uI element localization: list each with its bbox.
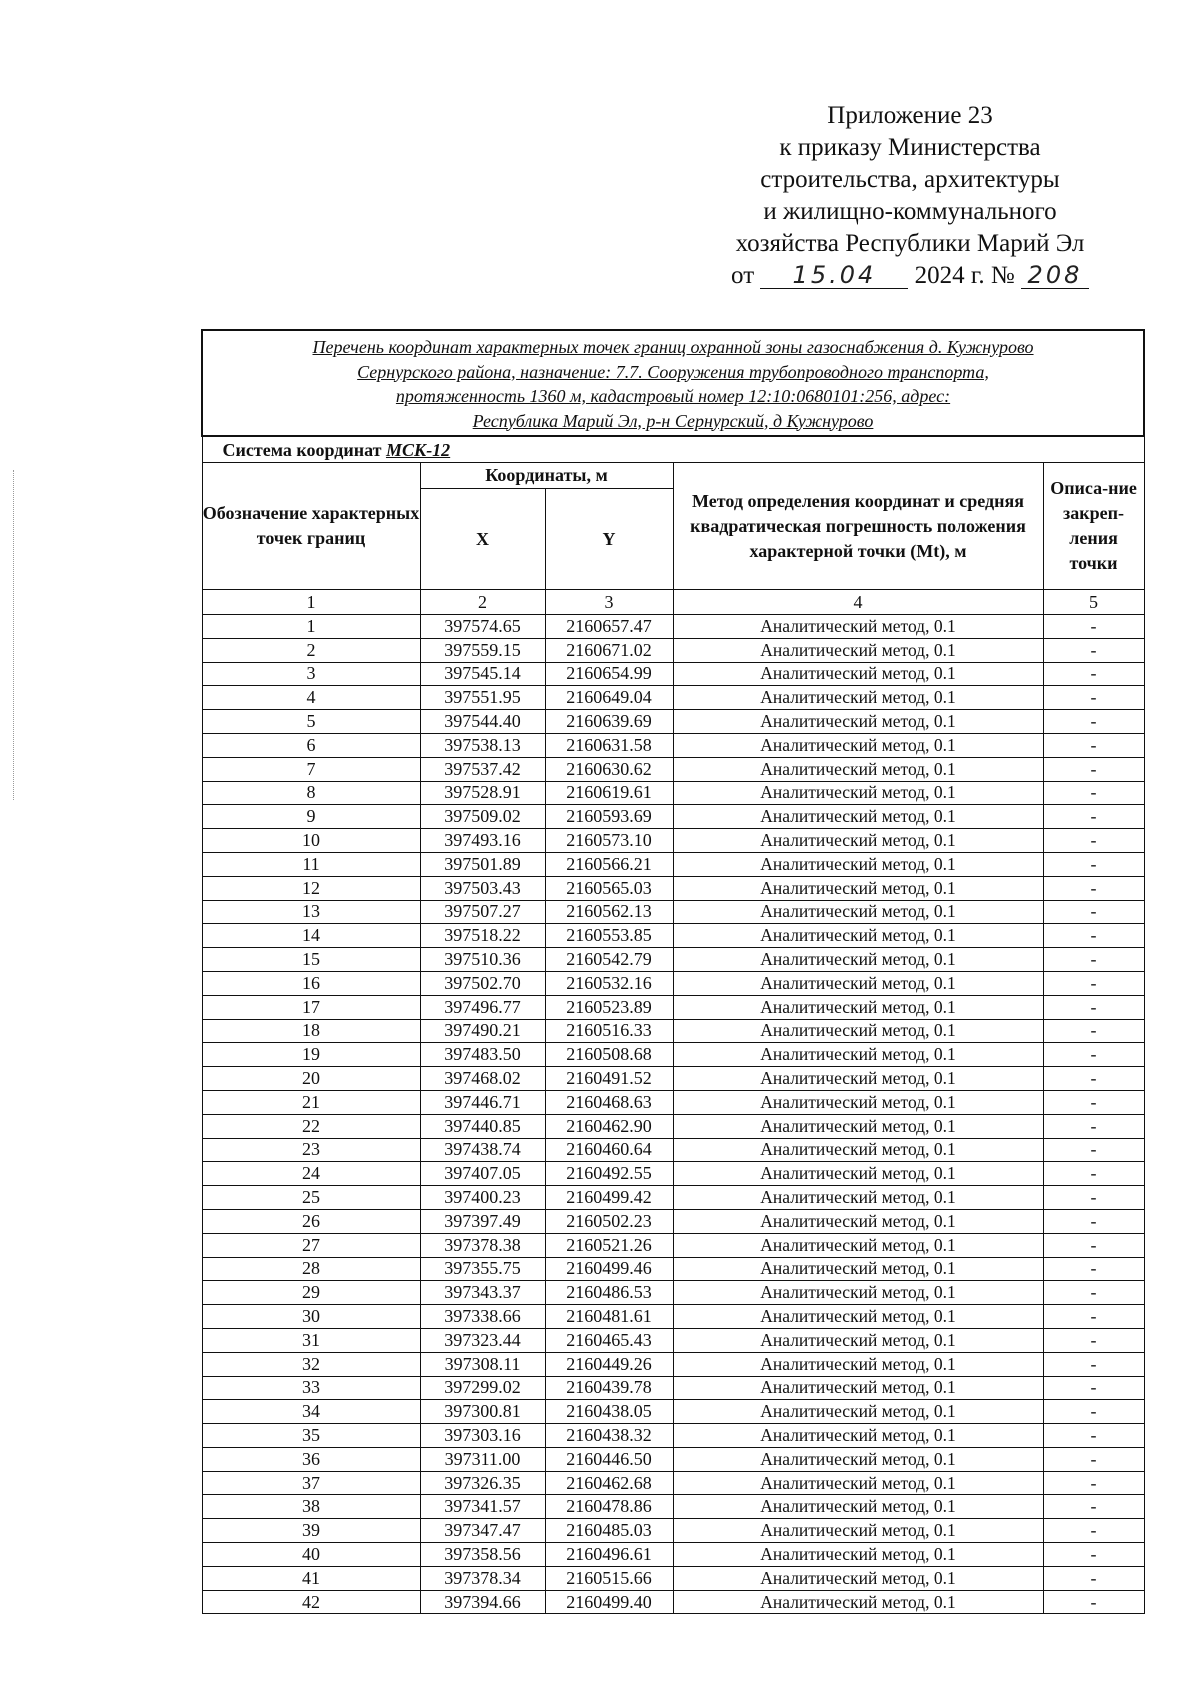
table-row [202, 1305, 1144, 1329]
cell-method: Аналитический метод, 0.1 [673, 876, 1043, 900]
handwritten-order-number: 208 [1021, 262, 1089, 289]
cell-coord-x: 397378.38 [420, 1233, 545, 1257]
column-number: 5 [1043, 590, 1144, 615]
cell-coord-y: 2160619.61 [545, 781, 673, 805]
table-row [202, 948, 1144, 972]
cell-point-description: - [1043, 781, 1144, 805]
cell-coord-y: 2160654.99 [545, 662, 673, 686]
cell-point-number: 8 [202, 781, 420, 805]
cell-coord-y: 2160649.04 [545, 686, 673, 710]
cell-method: Аналитический метод, 0.1 [673, 1305, 1043, 1329]
cell-point-number: 16 [202, 971, 420, 995]
coordinate-system-value: МСК-12 [385, 439, 451, 460]
table-row [202, 615, 1144, 639]
cell-coord-x: 397503.43 [420, 876, 545, 900]
cell-point-number: 24 [202, 1162, 420, 1186]
cell-coord-x: 397308.11 [420, 1352, 545, 1376]
cell-coord-y: 2160523.89 [545, 995, 673, 1019]
table-row [202, 971, 1144, 995]
table-row [202, 1471, 1144, 1495]
cell-coord-y: 2160508.68 [545, 1043, 673, 1067]
cell-point-description: - [1043, 1162, 1144, 1186]
cell-point-description: - [1043, 971, 1144, 995]
cell-coord-y: 2160499.42 [545, 1186, 673, 1210]
column-number: 1 [202, 590, 420, 615]
table-row [202, 1590, 1144, 1614]
header-line-1: Приложение 23 [827, 102, 993, 129]
cell-coord-x: 397438.74 [420, 1138, 545, 1162]
cell-coord-x: 397544.40 [420, 710, 545, 734]
cell-coord-y: 2160478.86 [545, 1495, 673, 1519]
coordinate-system-row [202, 436, 1144, 463]
cell-coord-y: 2160532.16 [545, 971, 673, 995]
cell-method: Аналитический метод, 0.1 [673, 1328, 1043, 1352]
cell-method: Аналитический метод, 0.1 [673, 852, 1043, 876]
cell-coord-x: 397507.27 [420, 900, 545, 924]
cell-coord-x: 397574.65 [420, 615, 545, 639]
cell-method: Аналитический метод, 0.1 [673, 710, 1043, 734]
cell-point-description: - [1043, 948, 1144, 972]
cell-point-description: - [1043, 829, 1144, 853]
cell-coord-x: 397358.56 [420, 1543, 545, 1567]
col-header-coordinates: Координаты, м [420, 463, 673, 489]
cell-method: Аналитический метод, 0.1 [673, 900, 1043, 924]
cell-coord-y: 2160630.62 [545, 757, 673, 781]
table-row [202, 876, 1144, 900]
cell-coord-y: 2160462.90 [545, 1114, 673, 1138]
cell-point-number: 33 [202, 1376, 420, 1400]
cell-point-number: 6 [202, 733, 420, 757]
cell-point-number: 28 [202, 1257, 420, 1281]
cell-point-number: 35 [202, 1424, 420, 1448]
cell-point-number: 18 [202, 1019, 420, 1043]
cell-point-number: 27 [202, 1233, 420, 1257]
cell-coord-x: 397338.66 [420, 1305, 545, 1329]
cell-coord-x: 397490.21 [420, 1019, 545, 1043]
table-row [202, 1162, 1144, 1186]
cell-coord-x: 397400.23 [420, 1186, 545, 1210]
cell-point-description: - [1043, 1471, 1144, 1495]
column-number: 2 [420, 590, 545, 615]
cell-coord-x: 397528.91 [420, 781, 545, 805]
cell-coord-y: 2160439.78 [545, 1376, 673, 1400]
column-numbers-row [202, 590, 1144, 615]
table-row [202, 686, 1144, 710]
cell-point-description: - [1043, 1114, 1144, 1138]
cell-point-description: - [1043, 1328, 1144, 1352]
cell-coord-y: 2160573.10 [545, 829, 673, 853]
cell-coord-y: 2160499.40 [545, 1590, 673, 1614]
cell-point-number: 32 [202, 1352, 420, 1376]
cell-coord-y: 2160516.33 [545, 1019, 673, 1043]
cell-coord-x: 397323.44 [420, 1328, 545, 1352]
cell-coord-x: 397347.47 [420, 1519, 545, 1543]
cell-point-number: 41 [202, 1566, 420, 1590]
cell-coord-y: 2160542.79 [545, 948, 673, 972]
cell-point-description: - [1043, 1019, 1144, 1043]
cell-point-number: 30 [202, 1305, 420, 1329]
cell-coord-y: 2160553.85 [545, 924, 673, 948]
table-row [202, 900, 1144, 924]
cell-coord-x: 397483.50 [420, 1043, 545, 1067]
cell-point-number: 34 [202, 1400, 420, 1424]
table-title-line-1: Перечень координат характерных точек границ охранной зоны газоснабжения д. Кужнурово [312, 337, 1034, 357]
cell-point-description: - [1043, 1376, 1144, 1400]
cell-point-number: 17 [202, 995, 420, 1019]
cell-coord-x: 397446.71 [420, 1090, 545, 1114]
cell-method: Аналитический метод, 0.1 [673, 1090, 1043, 1114]
cell-method: Аналитический метод, 0.1 [673, 1114, 1043, 1138]
header-date-line [700, 260, 1120, 292]
cell-coord-y: 2160438.05 [545, 1400, 673, 1424]
table-row [202, 1281, 1144, 1305]
header-line-3: строительства, архитектуры [760, 166, 1060, 193]
order-appendix-header [700, 100, 1120, 292]
table-row [202, 1352, 1144, 1376]
table-row [202, 1186, 1144, 1210]
cell-coord-x: 397394.66 [420, 1590, 545, 1614]
cell-coord-y: 2160491.52 [545, 1067, 673, 1091]
cell-coord-y: 2160631.58 [545, 733, 673, 757]
cell-point-description: - [1043, 686, 1144, 710]
cell-point-description: - [1043, 1067, 1144, 1091]
table-row [202, 1043, 1144, 1067]
table-row [202, 733, 1144, 757]
cell-coord-x: 397397.49 [420, 1209, 545, 1233]
table-row [202, 757, 1144, 781]
scan-margin-marks [13, 470, 16, 800]
year-and-number-label: 2024 г. № [914, 262, 1015, 289]
cell-point-number: 25 [202, 1186, 420, 1210]
cell-coord-y: 2160438.32 [545, 1424, 673, 1448]
column-number: 4 [673, 590, 1043, 615]
cell-method: Аналитический метод, 0.1 [673, 1495, 1043, 1519]
cell-point-description: - [1043, 615, 1144, 639]
table-row [202, 829, 1144, 853]
table-row [202, 1424, 1144, 1448]
cell-method: Аналитический метод, 0.1 [673, 638, 1043, 662]
cell-coord-y: 2160496.61 [545, 1543, 673, 1567]
cell-method: Аналитический метод, 0.1 [673, 757, 1043, 781]
cell-point-number: 23 [202, 1138, 420, 1162]
cell-method: Аналитический метод, 0.1 [673, 924, 1043, 948]
cell-coord-y: 2160657.47 [545, 615, 673, 639]
table-row [202, 662, 1144, 686]
cell-method: Аналитический метод, 0.1 [673, 615, 1043, 639]
cell-point-description: - [1043, 1043, 1144, 1067]
cell-coord-x: 397378.34 [420, 1566, 545, 1590]
table-row [202, 1114, 1144, 1138]
cell-method: Аналитический метод, 0.1 [673, 1519, 1043, 1543]
header-line-5: хозяйства Республики Марий Эл [735, 230, 1085, 257]
cell-point-number: 26 [202, 1209, 420, 1233]
cell-coord-y: 2160521.26 [545, 1233, 673, 1257]
cell-point-number: 10 [202, 829, 420, 853]
cell-method: Аналитический метод, 0.1 [673, 1376, 1043, 1400]
cell-method: Аналитический метод, 0.1 [673, 1447, 1043, 1471]
cell-point-description: - [1043, 876, 1144, 900]
column-number: 3 [545, 590, 673, 615]
cell-point-description: - [1043, 638, 1144, 662]
cell-method: Аналитический метод, 0.1 [673, 829, 1043, 853]
cell-coord-x: 397509.02 [420, 805, 545, 829]
cell-point-number: 12 [202, 876, 420, 900]
cell-method: Аналитический метод, 0.1 [673, 1471, 1043, 1495]
cell-coord-x: 397468.02 [420, 1067, 545, 1091]
cell-coord-y: 2160515.66 [545, 1566, 673, 1590]
coordinates-table [201, 329, 1145, 1614]
cell-point-description: - [1043, 995, 1144, 1019]
cell-method: Аналитический метод, 0.1 [673, 1162, 1043, 1186]
col-header-method: Метод определения координат и средняя квадратическая погрешность положения характерной точки (Mt), м [673, 463, 1043, 590]
table-title-line-3: протяженность 1360 м, кадастровый номер 12:10:0680101:256, адрес: [395, 386, 951, 406]
cell-coord-x: 397545.14 [420, 662, 545, 686]
cell-method: Аналитический метод, 0.1 [673, 1019, 1043, 1043]
cell-coord-y: 2160468.63 [545, 1090, 673, 1114]
table-row [202, 1233, 1144, 1257]
table-title-line-2: Сернурского района, назначение: 7.7. Сооружения трубопроводного транспорта, [357, 361, 989, 382]
cell-coord-x: 397343.37 [420, 1281, 545, 1305]
cell-coord-x: 397303.16 [420, 1424, 545, 1448]
table-row [202, 995, 1144, 1019]
cell-coord-y: 2160671.02 [545, 638, 673, 662]
table-row [202, 805, 1144, 829]
cell-coord-x: 397341.57 [420, 1495, 545, 1519]
header-line-2: к приказу Министерства [779, 134, 1041, 161]
cell-coord-y: 2160481.61 [545, 1305, 673, 1329]
cell-point-number: 38 [202, 1495, 420, 1519]
col-header-description: Описа-ние закреп-ления точки [1043, 463, 1144, 590]
cell-point-number: 22 [202, 1114, 420, 1138]
table-row [202, 638, 1144, 662]
cell-point-description: - [1043, 1257, 1144, 1281]
table-row [202, 1209, 1144, 1233]
cell-method: Аналитический метод, 0.1 [673, 662, 1043, 686]
cell-point-number: 11 [202, 852, 420, 876]
cell-coord-y: 2160593.69 [545, 805, 673, 829]
cell-coord-x: 397518.22 [420, 924, 545, 948]
cell-point-description: - [1043, 1495, 1144, 1519]
cell-point-description: - [1043, 1090, 1144, 1114]
cell-method: Аналитический метод, 0.1 [673, 1566, 1043, 1590]
cell-point-number: 31 [202, 1328, 420, 1352]
cell-point-number: 14 [202, 924, 420, 948]
cell-point-description: - [1043, 1138, 1144, 1162]
table-row [202, 1090, 1144, 1114]
cell-point-description: - [1043, 757, 1144, 781]
cell-method: Аналитический метод, 0.1 [673, 686, 1043, 710]
col-header-designation: Обозначение характерных точек границ [202, 463, 420, 590]
cell-point-description: - [1043, 924, 1144, 948]
table-row [202, 1067, 1144, 1091]
cell-point-description: - [1043, 1209, 1144, 1233]
table-row [202, 852, 1144, 876]
cell-method: Аналитический метод, 0.1 [673, 1543, 1043, 1567]
cell-point-description: - [1043, 1424, 1144, 1448]
cell-point-number: 37 [202, 1471, 420, 1495]
cell-point-description: - [1043, 1447, 1144, 1471]
cell-coord-x: 397299.02 [420, 1376, 545, 1400]
cell-coord-y: 2160492.55 [545, 1162, 673, 1186]
cell-method: Аналитический метод, 0.1 [673, 995, 1043, 1019]
cell-coord-y: 2160449.26 [545, 1352, 673, 1376]
table-row [202, 1495, 1144, 1519]
cell-coord-x: 397510.36 [420, 948, 545, 972]
cell-coord-x: 397496.77 [420, 995, 545, 1019]
cell-point-number: 13 [202, 900, 420, 924]
cell-point-number: 5 [202, 710, 420, 734]
cell-point-number: 39 [202, 1519, 420, 1543]
cell-point-description: - [1043, 1233, 1144, 1257]
cell-point-description: - [1043, 805, 1144, 829]
coordinates-table-body [202, 615, 1144, 1614]
cell-coord-x: 397326.35 [420, 1471, 545, 1495]
cell-point-description: - [1043, 710, 1144, 734]
cell-point-description: - [1043, 1543, 1144, 1567]
cell-point-description: - [1043, 852, 1144, 876]
table-row [202, 1019, 1144, 1043]
cell-point-number: 20 [202, 1067, 420, 1091]
handwritten-date: 15.04 [760, 262, 908, 289]
cell-coord-y: 2160565.03 [545, 876, 673, 900]
cell-point-number: 40 [202, 1543, 420, 1567]
cell-point-number: 36 [202, 1447, 420, 1471]
cell-coord-x: 397311.00 [420, 1447, 545, 1471]
cell-coord-x: 397493.16 [420, 829, 545, 853]
cell-coord-y: 2160460.64 [545, 1138, 673, 1162]
table-row [202, 1566, 1144, 1590]
col-header-y: Y [545, 489, 673, 590]
cell-method: Аналитический метод, 0.1 [673, 1043, 1043, 1067]
cell-coord-x: 397551.95 [420, 686, 545, 710]
cell-coord-x: 397537.42 [420, 757, 545, 781]
table-row [202, 1543, 1144, 1567]
table-row [202, 710, 1144, 734]
table-row [202, 1257, 1144, 1281]
cell-point-number: 9 [202, 805, 420, 829]
table-title [202, 330, 1144, 436]
cell-coord-y: 2160446.50 [545, 1447, 673, 1471]
cell-point-number: 1 [202, 615, 420, 639]
cell-coord-x: 397440.85 [420, 1114, 545, 1138]
cell-point-number: 21 [202, 1090, 420, 1114]
cell-method: Аналитический метод, 0.1 [673, 971, 1043, 995]
table-row [202, 924, 1144, 948]
cell-method: Аналитический метод, 0.1 [673, 1257, 1043, 1281]
cell-point-number: 2 [202, 638, 420, 662]
cell-coord-y: 2160465.43 [545, 1328, 673, 1352]
table-row [202, 1519, 1144, 1543]
cell-point-description: - [1043, 1566, 1144, 1590]
cell-point-description: - [1043, 900, 1144, 924]
table-row [202, 1138, 1144, 1162]
cell-coord-x: 397355.75 [420, 1257, 545, 1281]
cell-point-description: - [1043, 1400, 1144, 1424]
cell-method: Аналитический метод, 0.1 [673, 1209, 1043, 1233]
cell-point-description: - [1043, 1186, 1144, 1210]
cell-coord-x: 397407.05 [420, 1162, 545, 1186]
cell-method: Аналитический метод, 0.1 [673, 948, 1043, 972]
table-row [202, 1376, 1144, 1400]
cell-point-number: 42 [202, 1590, 420, 1614]
cell-coord-y: 2160639.69 [545, 710, 673, 734]
cell-point-description: - [1043, 1519, 1144, 1543]
cell-method: Аналитический метод, 0.1 [673, 1590, 1043, 1614]
cell-coord-y: 2160562.13 [545, 900, 673, 924]
coordinate-system-label: Система координат [222, 439, 382, 460]
cell-coord-y: 2160502.23 [545, 1209, 673, 1233]
date-prefix: от [731, 262, 755, 289]
cell-coord-y: 2160485.03 [545, 1519, 673, 1543]
cell-point-number: 29 [202, 1281, 420, 1305]
cell-point-description: - [1043, 1352, 1144, 1376]
cell-coord-x: 397538.13 [420, 733, 545, 757]
cell-method: Аналитический метод, 0.1 [673, 1400, 1043, 1424]
cell-method: Аналитический метод, 0.1 [673, 1186, 1043, 1210]
cell-point-description: - [1043, 662, 1144, 686]
cell-point-description: - [1043, 1281, 1144, 1305]
cell-method: Аналитический метод, 0.1 [673, 805, 1043, 829]
table-row [202, 1400, 1144, 1424]
cell-coord-y: 2160462.68 [545, 1471, 673, 1495]
cell-method: Аналитический метод, 0.1 [673, 1352, 1043, 1376]
cell-point-number: 3 [202, 662, 420, 686]
cell-method: Аналитический метод, 0.1 [673, 733, 1043, 757]
cell-coord-x: 397501.89 [420, 852, 545, 876]
cell-point-number: 4 [202, 686, 420, 710]
cell-point-number: 15 [202, 948, 420, 972]
cell-method: Аналитический метод, 0.1 [673, 1138, 1043, 1162]
table-row [202, 781, 1144, 805]
cell-coord-x: 397300.81 [420, 1400, 545, 1424]
cell-point-description: - [1043, 1590, 1144, 1614]
cell-method: Аналитический метод, 0.1 [673, 1281, 1043, 1305]
table-title-line-4: Республика Марий Эл, р-н Сернурский, д Кужнурово [472, 410, 874, 431]
cell-coord-x: 397559.15 [420, 638, 545, 662]
cell-method: Аналитический метод, 0.1 [673, 1067, 1043, 1091]
header-line-4: и жилищно-коммунального [763, 198, 1057, 225]
table-row [202, 1447, 1144, 1471]
cell-method: Аналитический метод, 0.1 [673, 1424, 1043, 1448]
cell-method: Аналитический метод, 0.1 [673, 781, 1043, 805]
cell-coord-y: 2160566.21 [545, 852, 673, 876]
cell-point-number: 7 [202, 757, 420, 781]
cell-point-description: - [1043, 733, 1144, 757]
col-header-x: X [420, 489, 545, 590]
cell-coord-y: 2160486.53 [545, 1281, 673, 1305]
cell-coord-x: 397502.70 [420, 971, 545, 995]
cell-coord-y: 2160499.46 [545, 1257, 673, 1281]
table-row [202, 1328, 1144, 1352]
cell-method: Аналитический метод, 0.1 [673, 1233, 1043, 1257]
cell-point-number: 19 [202, 1043, 420, 1067]
cell-point-description: - [1043, 1305, 1144, 1329]
